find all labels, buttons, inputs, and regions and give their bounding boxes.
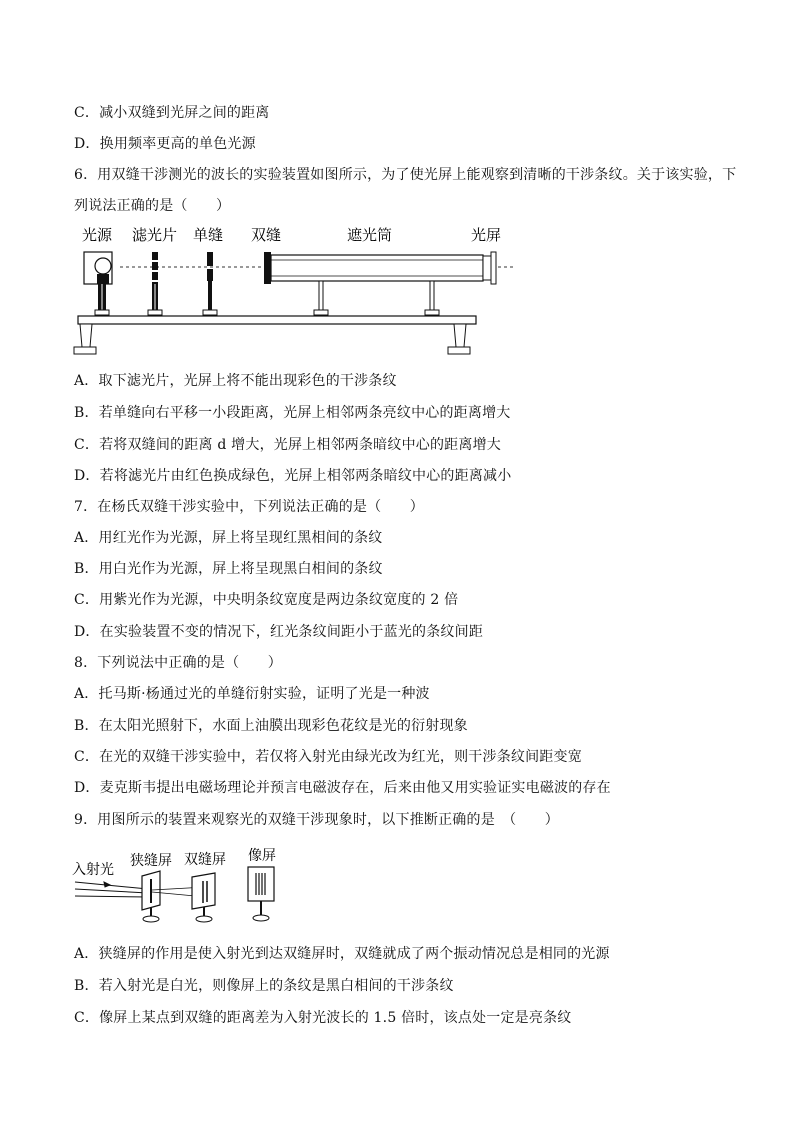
label-double-slit: 双缝 <box>251 226 282 244</box>
option-8c: C．在光的双缝干涉实验中，若仅将入射光由绿光改为红光，则干涉条纹间距变宽 <box>74 749 582 765</box>
label-single-slit: 单缝 <box>193 226 224 244</box>
double-slit-screen <box>192 873 215 922</box>
question-7-stem: 7．在杨氏双缝干涉实验中，下列说法正确的是（ ） <box>74 499 424 515</box>
label-screen: 光屏 <box>471 226 502 244</box>
incident-rays <box>75 882 148 897</box>
label-tube: 遮光筒 <box>347 226 393 244</box>
option-8d: D．麦克斯韦提出电磁场理论并预言电磁波存在，后来由他又用实验证实电磁波的存在 <box>74 780 611 796</box>
option-7c: C．用紫光作为光源，中央明条纹宽度是两边条纹宽度的 2 倍 <box>74 592 459 608</box>
label-narrow-slit-screen: 狭缝屏 <box>130 853 172 869</box>
interference-apparatus-figure <box>70 222 520 362</box>
option-7b: B．用白光作为光源，屏上将呈现黑白相间的条纹 <box>74 561 383 577</box>
option-6d: D．若将滤光片由红色换成绿色，光屏上相邻两条暗纹中心的距离减小 <box>74 468 512 484</box>
light-source <box>84 252 112 315</box>
option-7a: A．用红光作为光源，屏上将呈现红黑相间的条纹 <box>74 530 383 546</box>
question-8-stem: 8．下列说法中正确的是（ ） <box>74 655 282 671</box>
option-6c: C．若将双缝间的距离 d 增大，光屏上相邻两条暗纹中心的距离增大 <box>74 437 501 453</box>
option-9a: A．狭缝屏的作用是使入射光到达双缝屏时，双缝就成了两个振动情况总是相同的光源 <box>74 946 610 962</box>
question-6-stem-cont: 列说法正确的是（ ） <box>74 198 231 214</box>
option-9b: B．若入射光是白光，则像屏上的条纹是黑白相间的干涉条纹 <box>74 978 454 994</box>
option-9c: C．像屏上某点到双缝的距离差为入射光波长的 1.5 倍时，该点处一定是亮条纹 <box>74 1010 572 1026</box>
option-5c: C．减小双缝到光屏之间的距离 <box>74 105 270 121</box>
label-double-slit-screen: 双缝屏 <box>184 852 226 868</box>
option-5d: D．换用频率更高的单色光源 <box>74 136 256 152</box>
question-6-stem: 6．用双缝干涉测光的波长的实验装置如图所示，为了使光屏上能观察到清晰的干涉条纹。关于该实验，下 <box>74 167 737 183</box>
option-8b: B．在太阳光照射下，水面上油膜出现彩色花纹是光的衍射现象 <box>74 718 468 734</box>
narrow-slit-screen <box>142 871 160 922</box>
label-incident-light: 入射光 <box>72 862 114 878</box>
label-image-screen: 像屏 <box>248 848 276 864</box>
label-light-source: 光源 <box>82 226 113 244</box>
option-7d: D．在实验装置不变的情况下，红光条纹间距小于蓝光的条纹间距 <box>74 624 484 640</box>
option-8a: A．托马斯·杨通过光的单缝衍射实验，证明了光是一种波 <box>74 686 430 702</box>
shading-tube <box>271 252 496 315</box>
double-slit-plate <box>264 252 271 284</box>
question-9-stem: 9．用图所示的装置来观察光的双缝干涉现象时，以下推断正确的是 （ ） <box>74 812 559 828</box>
optical-bench <box>74 316 476 354</box>
option-6b: B．若单缝向右平移一小段距离，光屏上相邻两条亮纹中心的距离增大 <box>74 405 511 421</box>
slit-screens-figure <box>70 843 290 928</box>
filter-holder <box>148 252 162 315</box>
label-filter: 滤光片 <box>132 226 178 244</box>
image-screen <box>248 867 274 921</box>
single-slit-holder <box>203 252 217 315</box>
option-6a: A．取下滤光片，光屏上将不能出现彩色的干涉条纹 <box>74 373 397 389</box>
